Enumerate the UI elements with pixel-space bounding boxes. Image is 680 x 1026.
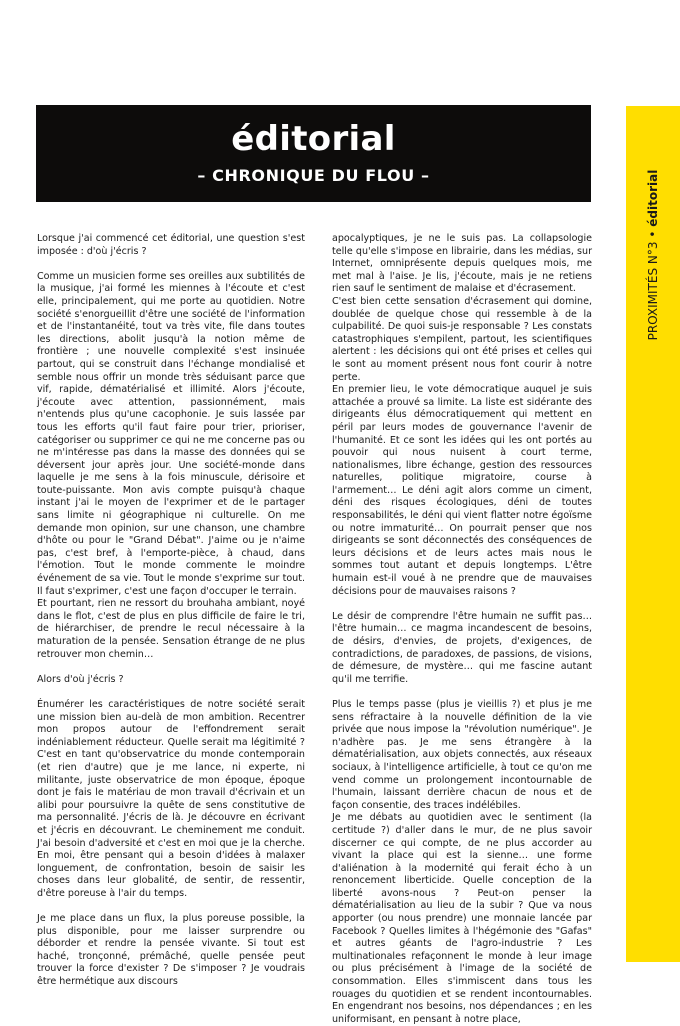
side-tab-prefix: PROXIMITÉS N°3 • [646,230,660,341]
side-tab-section: éditorial [646,169,660,227]
paragraph: Le désir de comprendre l'être humain ne suffit pas… l'être humain… ce magma incandescent de besoins, de désirs, d'envies, de projets, d'exigences, de contradictions, de paradoxes, de passions, de visions, de démesure, de mystère… qui me fascine autant qu'il me terrifie. [332,610,592,685]
paragraph: Énumérer les caractéristiques de notre société serait une mission bien au-delà de mon ambition. Recentrer mon propos autour de l'effondrement serait indéniablement réducteur. Quelle serait ma légitimité ? C'est en tant qu'observatrice du monde contemporain (et rien d'autre) que je me lance, ni experte, ni militante, juste observatrice de mon époque, époque dont je fais le matériau de mon travail d'écrivain et un alibi pour poursuivre la quête de sens constitutive de ma personnalité. J'écris de là. Je découvre en écrivant et j'écris en découvrant. Le cheminement me conduit. J'ai besoin d'adversité et c'est en moi que je la cherche. En moi, être pensant qui a besoin d'idées à malaxer longuement, de confrontation, besoin de saisir les choses dans leur globalité, de sentir, de ressentir, d'être poreuse à l'air du temps. [37,698,305,899]
paragraph: Je me débats au quotidien avec le sentiment (la certitude ?) d'aller dans le mur, de ne plus savoir discerner ce qui compte, de ne plus accorder au vivant la place qui est la sienne… une forme d'aliénation à la modernité qui ferait écho à un renoncement liberticide. Quelle conception de la liberté avons-nous ? Peut-on penser la dématérialisation au lieu de la subir ? Que va nous apporter (ou nous prendre) une monnaie lancée par Facebook ? Quelles limites à l'hégémonie des "Gafas" et autres géants de l'agro-industrie ? Les multinationales refaçonnent le monde à leur image ou plus précisément à l'image de la société de consommation. Elles s'immiscent dans tous les rouages du quotidien et se rendent incontournables. En engendrant nos besoins, nos dépendances ; en les uniformisant, en pensant à notre place, [332,812,592,1025]
page-subtitle: – CHRONIQUE DU FLOU – [197,166,430,185]
article-column-right [332,233,592,1026]
paragraph: C'est bien cette sensation d'écrasement qui domine, doublée de quelque chose qui ressemble à de la culpabilité. De quoi suis-je responsable ? Les constats catastrophiques s'empilent, partout, les scientifiques alertent : les décisions qui ont été prises et celles qui le sont au moment présent nous font courir à notre perte. [332,295,592,383]
article-column-left [37,233,305,989]
paragraph: En premier lieu, le vote démocratique auquel je suis attachée a prouvé sa limite. La liste est sidérante des dirigeants élus démocratiquement qui mettent en péril par leurs modes de gouvernance l'avenir de l'humanité. Et ce sont les idées qui les ont portés au pouvoir qui nous nuisent à court terme, nationalismes, libre échange, gestion des ressources naturelles, politique migratoire, course à l'armement… Le déni agit alors comme un ciment, déni des risques écologiques, déni de toutes responsabilités, le déni qui vient flatter notre égoïsme ou notre immaturité… On pourrait penser que nos dirigeants se sont déconnectés des conséquences de leurs décisions et de leurs actes mais nous le sommes tout autant et depuis longtemps. L'être humain est-il voué à ne prendre que de mauvaises décisions pour de mauvaises raisons ? [332,384,592,597]
paragraph: Lorsque j'ai commencé cet éditorial, une question s'est imposée : d'où j'écris ? [37,233,305,257]
paragraph: Plus le temps passe (plus je vieillis ?) et plus je me sens réfractaire à la nouvelle définition de la vie privée que nous impose la "révolution numérique". Je n'adhère pas. Je me sens étrangère à la dématérialisation, aux objets connectés, aux réseaux sociaux, à l'intelligence artificielle, à tout ce qu'on me vend comme un prolongement incontournable de l'humain, laissant derrière chacun de nous et de façon consentie, des traces indélébiles. [332,698,592,811]
page-title: éditorial [231,119,396,159]
paragraph: Je me place dans un flux, la plus poreuse possible, la plus disponible, pour me laisser surprendre ou déborder et rendre la pensée vivante. Si tout est haché, tronçonné, prémâché, quelle pensée peut trouver la force d'exister ? De s'imposer ? Je voudrais être hermétique aux discours [37,913,305,988]
paragraph: apocalyptiques, je ne le suis pas. La collapsologie telle qu'elle s'impose en librairie, dans les médias, sur Internet, omniprésente depuis quelques mois, me met mal à l'aise. Je lis, j'écoute, mais je ne retiens rien sauf le sentiment de malaise et d'écrasement. [332,233,592,295]
side-tab-label [643,105,663,405]
editorial-header [36,105,591,202]
paragraph: Alors d'où j'écris ? [37,673,124,685]
paragraph: Et pourtant, rien ne ressort du brouhaha ambiant, noyé dans le flot, c'est de plus en plus difficile de faire le tri, de hiérarchiser, de prendre le recul nécessaire à la maturation de la pensée. Sensation étrange de ne plus retrouver mon chemin… [37,598,305,660]
paragraph: Comme un musicien forme ses oreilles aux subtilités de la musique, j'ai formé les miennes à l'écoute et c'est elle, principalement, qui me porte au quotidien. Notre société s'enorgueillit d'être une société de l'information et de l'instantanéité, tout va très vite, file dans toutes les directions, abolit jusqu'à la notion même de frontière ; une nouvelle complexité s'est insinuée partout, qui se construit dans l'échange mondialisé et semble nous offrir un monde très séduisant parce que vif, rapide, dématérialisé et illimité. Alors j'écoute, j'écoute avec attention, passionnément, mais n'entends plus qu'une cacophonie. Je suis lassée par tous les efforts qu'il faut faire pour trier, prioriser, catégoriser ou supprimer ce qui ne me concerne pas ou ne m'intéresse pas dans la masse des données qui se déversent jour après jour. Une société-monde dans laquelle je me sens à la fois minuscule, dérisoire et toute-puissante. Mon avis compte puisqu'à chaque instant j'ai le moyen de l'exprimer et de le partager sans limite ni géographique ni culturelle. On me demande mon opinion, sur une chanson, une chambre d'hôte ou pour le "Grand Débat". J'aime ou je n'aime pas, c'est bref, à l'emporte-pièce, à chaud, dans l'émotion. Tout le monde commente le moindre événement de sa vie. Tout le monde s'exprime sur tout. Il faut s'exprimer, c'est une façon d'occuper le terrain. [37,270,305,597]
